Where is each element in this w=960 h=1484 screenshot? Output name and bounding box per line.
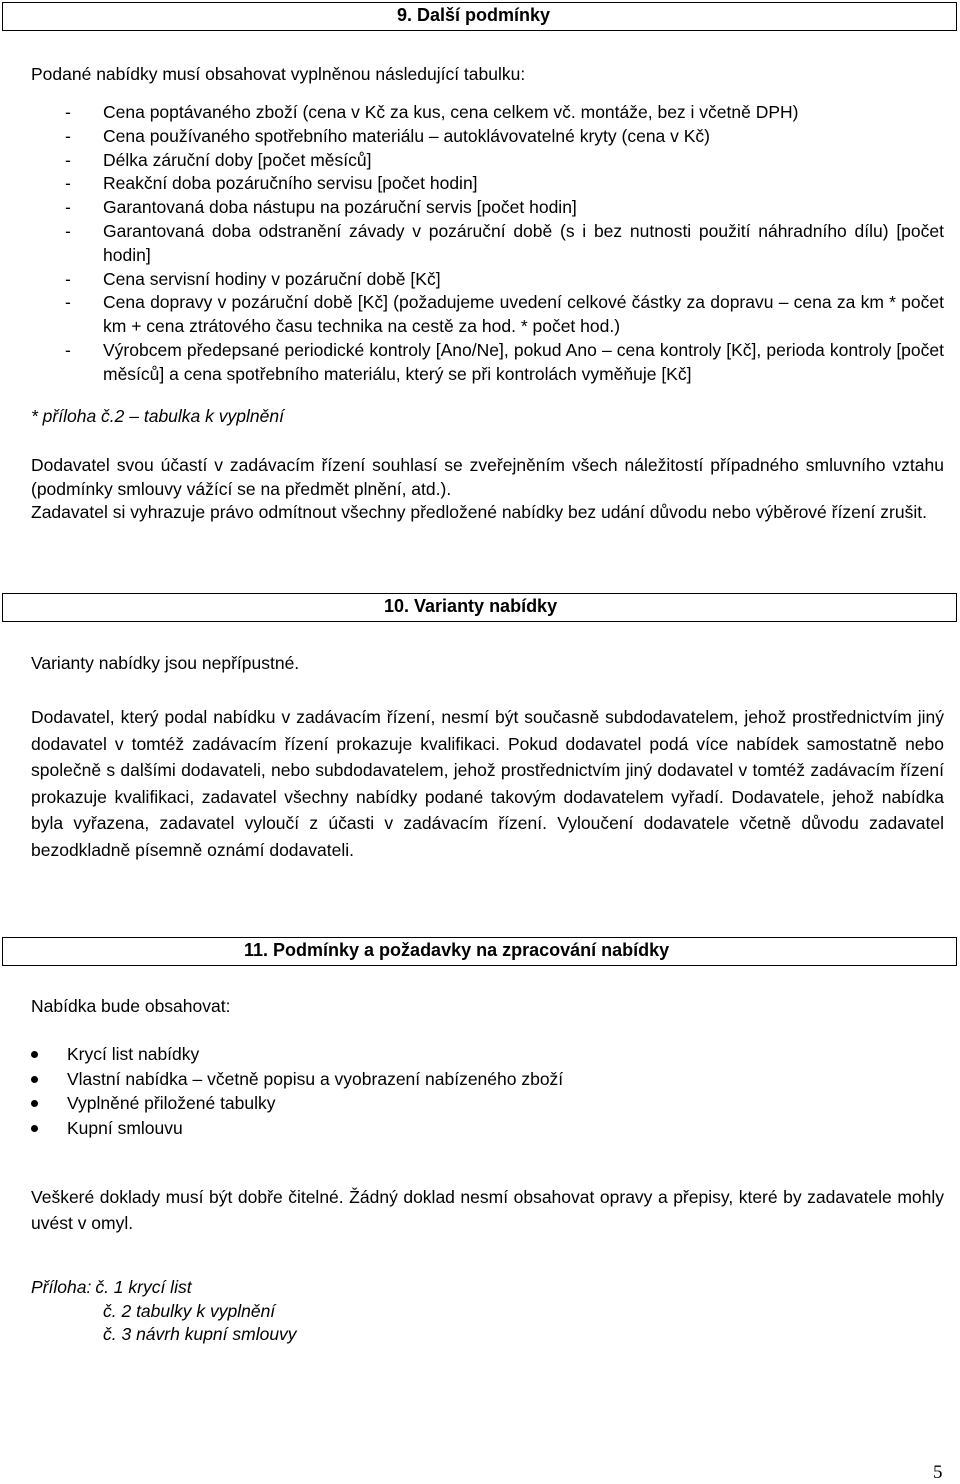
section-11-title: 11. Podmínky a požadavky na zpracování nabídky xyxy=(244,940,670,960)
attachments xyxy=(31,1276,297,1347)
list-item: - Cena dopravy v pozáruční době [Kč] (požadujeme uvedení celkové částky za dopravu – cena za km * počet km + cena ztrátového času technika na cestě za hod. * počet hod.) xyxy=(65,292,944,337)
section-10-line: Varianty nabídky jsou nepřípustné. xyxy=(31,653,300,673)
list-item: - Cena servisní hodiny v pozáruční době [Kč] xyxy=(65,268,441,289)
attachment-item: č. 1 krycí list xyxy=(95,1277,192,1297)
list-item: Krycí list nabídky xyxy=(31,1042,563,1067)
list-item: - Cena používaného spotřebního materiálu – autoklávovatelné kryty (cena v Kč) xyxy=(65,125,711,146)
list-item: - Garantovaná doba nástupu na pozáruční servis [počet hodin] xyxy=(65,197,577,218)
list-item: - Garantovaná doba odstranění závady v pozáruční době (s i bez nutnosti použití náhradního dílu) [počet hodin] xyxy=(65,220,944,265)
section-9-paragraph-1: Dodavatel svou účastí v zadávacím řízení souhlasí se zveřejněním všech náležitostí případného smluvního vztahu (podmínky smlouvy vážící se na předmět plnění, atd.). xyxy=(31,455,944,499)
section-9-paragraph-2: Zadavatel si vyhrazuje právo odmítnout všechny předložené nabídky bez udání důvodu nebo výběrové řízení zrušit. xyxy=(31,502,927,522)
list-item: Vyplněné přiložené tabulky xyxy=(31,1091,563,1116)
section-10-title: 10. Varianty nabídky xyxy=(384,596,558,616)
list-item: - Výrobcem předepsané periodické kontroly [Ano/Ne], pokud Ano – cena kontroly [Kč], perioda kontroly [počet měsíců] a cena spotřebního materiálu, který se při kontrolách vyměňuje [Kč] xyxy=(65,339,944,384)
list-item: Vlastní nabídka – včetně popisu a vyobrazení nabízeného zboží xyxy=(31,1067,563,1092)
section-9-list xyxy=(31,101,944,387)
section-11-paragraph: Veškeré doklady musí být dobře čitelné. Žádný doklad nesmí obsahovat opravy a přepisy, které by zadavatele mohly uvést v omyl. xyxy=(31,1187,944,1233)
list-item: - Cena poptávaného zboží (cena v Kč za kus, cena celkem vč. montáže, bez i včetně DPH) xyxy=(65,102,799,122)
list-item: Kupní smlouvu xyxy=(31,1116,563,1141)
bullet-icon xyxy=(31,1100,38,1107)
bullet-icon xyxy=(31,1076,38,1083)
bullet-icon xyxy=(31,1051,38,1058)
list-item: - Délka záruční doby [počet měsíců] xyxy=(65,149,372,170)
section-10-paragraph: Dodavatel, který podal nabídku v zadávacím řízení, nesmí být současně subdodavatelem, jehož prostřednictvím jiný dodavatel v tomtéž zadávacím řízení prokazuje kvalifikaci. Pokud dodavatel podá více nabídek samostatně nebo společně s dalšími dodavateli, nebo subdodavatelem, jehož prostřednictvím jiný dodavatel v tomtéž zadávacím řízení prokazuje kvalifikaci, zadavatel všechny nabídky podané takovým dodavatelem vyřadí. Dodavatele, jehož nabídka byla vyřazena, zadavatel vyloučí z účasti v zadávacím řízení. Vyloučení dodavatele včetně důvodu zadavatel bezodkladně písemně oznámí dodavateli. xyxy=(31,707,944,860)
page-number: 5 xyxy=(933,1462,943,1483)
section-9-intro: Podané nabídky musí obsahovat vyplněnou následující tabulku: xyxy=(31,64,526,84)
attachments-label: Příloha: xyxy=(31,1277,92,1297)
bullet-icon xyxy=(31,1125,38,1132)
attachment-item: č. 3 návrh kupní smlouvy xyxy=(103,1324,297,1344)
section-9-title: 9. Další podmínky xyxy=(397,5,551,25)
list-item: - Reakční doba pozáručního servisu [počet hodin] xyxy=(65,173,478,194)
attachment-item: č. 2 tabulky k vyplnění xyxy=(103,1300,276,1321)
section-11-intro: Nabídka bude obsahovat: xyxy=(31,996,231,1016)
section-11-bullet-list xyxy=(31,1042,563,1140)
section-9-note: * příloha č.2 – tabulka k vyplnění xyxy=(31,406,284,426)
